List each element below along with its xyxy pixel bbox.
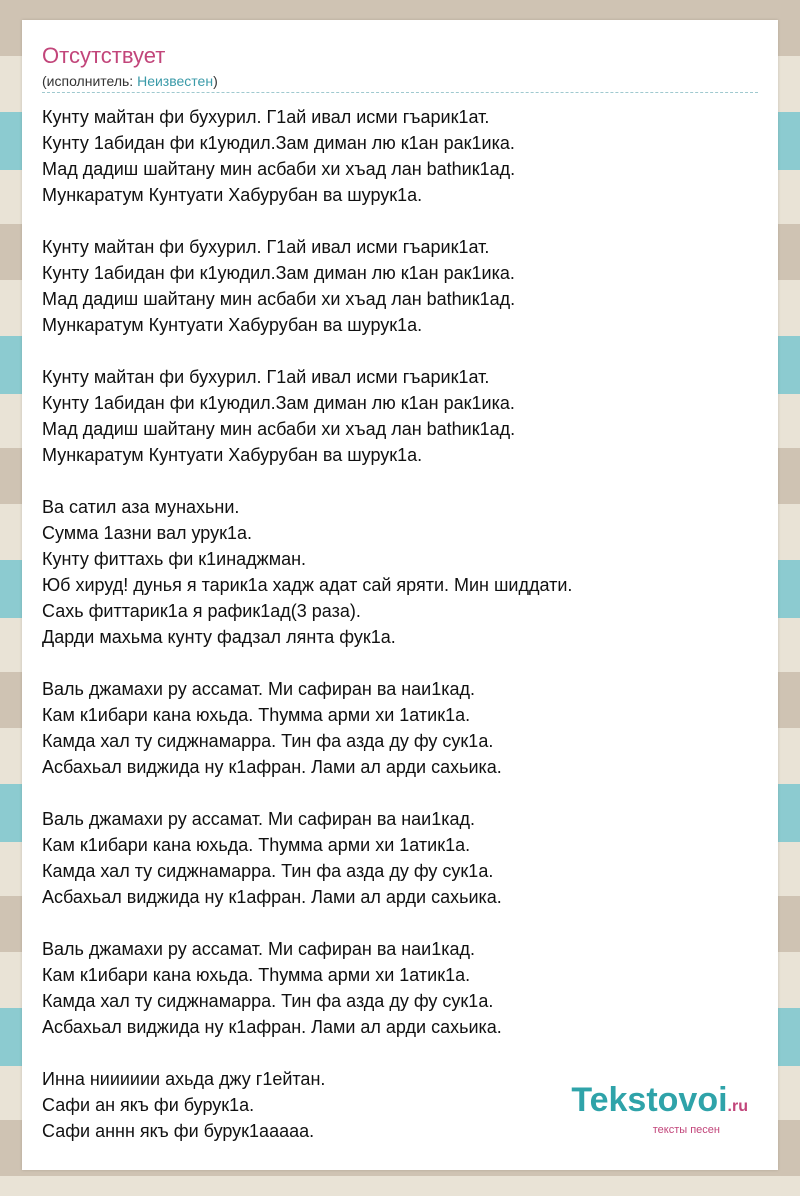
lyric-line: Кунту 1абидан фи к1уюдил.Зам диман лю к1ан рак1ика.: [42, 263, 515, 283]
lyric-line: Валь джамахи ру ассамат. Ми сафиран ва наи1кад.: [42, 809, 476, 829]
artist-link[interactable]: Неизвестен: [137, 73, 214, 89]
lyric-line: Мункаратум Кунтуати Хабурубан ва шурук1а.: [42, 315, 423, 335]
lyric-line: Кунту 1абидан фи к1уюдил.Зам диман лю к1ан рак1ика.: [42, 133, 515, 153]
lyric-line: Асбахьал виджида ну к1афран. Лами ал арди сахьика.: [42, 1017, 502, 1037]
lyric-line: Мункаратум Кунтуати Хабурубан ва шурук1а.: [42, 185, 423, 205]
logo-tld: .ru: [727, 1098, 748, 1115]
lyric-line: Мункаратум Кунтуати Хабурубан ва шурук1а.: [42, 445, 423, 465]
lyric-line: Кунту майтан фи бухурил. Г1ай ивал исми гъарик1ат.: [42, 107, 490, 127]
lyric-line: Инна нииииии ахьда джу г1ейтан.: [42, 1069, 326, 1089]
lyric-line: Юб хируд! дунья я тарик1а хадж адат сай яряти. Мин шиддати.: [42, 575, 573, 595]
lyric-line: Кунту майтан фи бухурил. Г1ай ивал исми гъарик1ат.: [42, 367, 490, 387]
lyric-line: Кам к1ибари кана юхьда. Тhумма арми хи 1атик1а.: [42, 835, 471, 855]
artist-prefix: (исполнитель:: [42, 73, 138, 89]
lyric-line: Дарди махьма кунту фадзал лянта фук1а.: [42, 627, 396, 647]
logo-tagline: тексты песен: [652, 1124, 720, 1136]
lyric-line: Сафи ан якъ фи бурук1а.: [42, 1095, 255, 1115]
lyrics-text: [42, 104, 758, 1170]
song-title: Отсутствует: [42, 43, 166, 68]
lyric-line: Валь джамахи ру ассамат. Ми сафиран ва наи1кад.: [42, 679, 476, 699]
lyrics-page: [22, 20, 778, 1170]
lyric-line: Валь джамахи ру ассамат. Ми сафиран ва наи1кад.: [42, 939, 476, 959]
stanza: [42, 676, 758, 780]
lyric-line: Ва сатил аза мунахьни.: [42, 497, 240, 517]
lyric-line: Асбахьал виджида ну к1афран. Лами ал арди сахьика.: [42, 887, 502, 907]
stanza: [42, 806, 758, 910]
lyric-line: Мад дадиш шайтану мин асбаби хи хъад лан bathик1ад.: [42, 159, 516, 179]
lyric-line: Камда хал ту сиджнамарра. Тин фа азда ду фу сук1а.: [42, 861, 494, 881]
lyric-line: Кунту майтан фи бухурил. Г1ай ивал исми гъарик1ат.: [42, 237, 490, 257]
lyric-line: Кам к1ибари кана юхьда. Тhумма арми хи 1атик1а.: [42, 705, 471, 725]
lyric-line: Кам к1ибари кана юхьда. Тhумма арми хи 1атик1а.: [42, 965, 471, 985]
lyric-line: Кунту 1абидан фи к1уюдил.Зам диман лю к1ан рак1ика.: [42, 393, 515, 413]
logo-name: Tekstovoi: [571, 1081, 728, 1119]
stanza: [42, 494, 758, 650]
logo-wordmark: [571, 1083, 748, 1124]
artist-suffix: ): [213, 73, 218, 89]
lyric-line: Камда хал ту сиджнамарра. Тин фа азда ду фу сук1а.: [42, 731, 494, 751]
site-logo[interactable]: [571, 1083, 748, 1136]
lyric-line: Камда хал ту сиджнамарра. Тин фа азда ду фу сук1а.: [42, 991, 494, 1011]
stanza: [42, 234, 758, 338]
artist-line: [42, 72, 218, 90]
lyric-line: Сумма 1азни вал урук1а.: [42, 523, 253, 543]
lyric-line: Асбахьал виджида ну к1афран. Лами ал арди сахьика.: [42, 757, 502, 777]
stanza: [42, 104, 758, 208]
stanza: [42, 364, 758, 468]
lyric-line: Сахь фиттарик1а я рафик1ад(3 раза).: [42, 601, 361, 621]
lyric-line: Кунту фиттахь фи к1инаджман.: [42, 549, 307, 569]
lyric-line: Мад дадиш шайтану мин асбаби хи хъад лан bathик1ад.: [42, 419, 516, 439]
lyric-line: Сафи аннн якъ фи бурук1ааааа.: [42, 1121, 315, 1141]
stanza: [42, 936, 758, 1040]
header-divider: [42, 92, 758, 93]
lyric-line: Мад дадиш шайтану мин асбаби хи хъад лан bathик1ад.: [42, 289, 516, 309]
